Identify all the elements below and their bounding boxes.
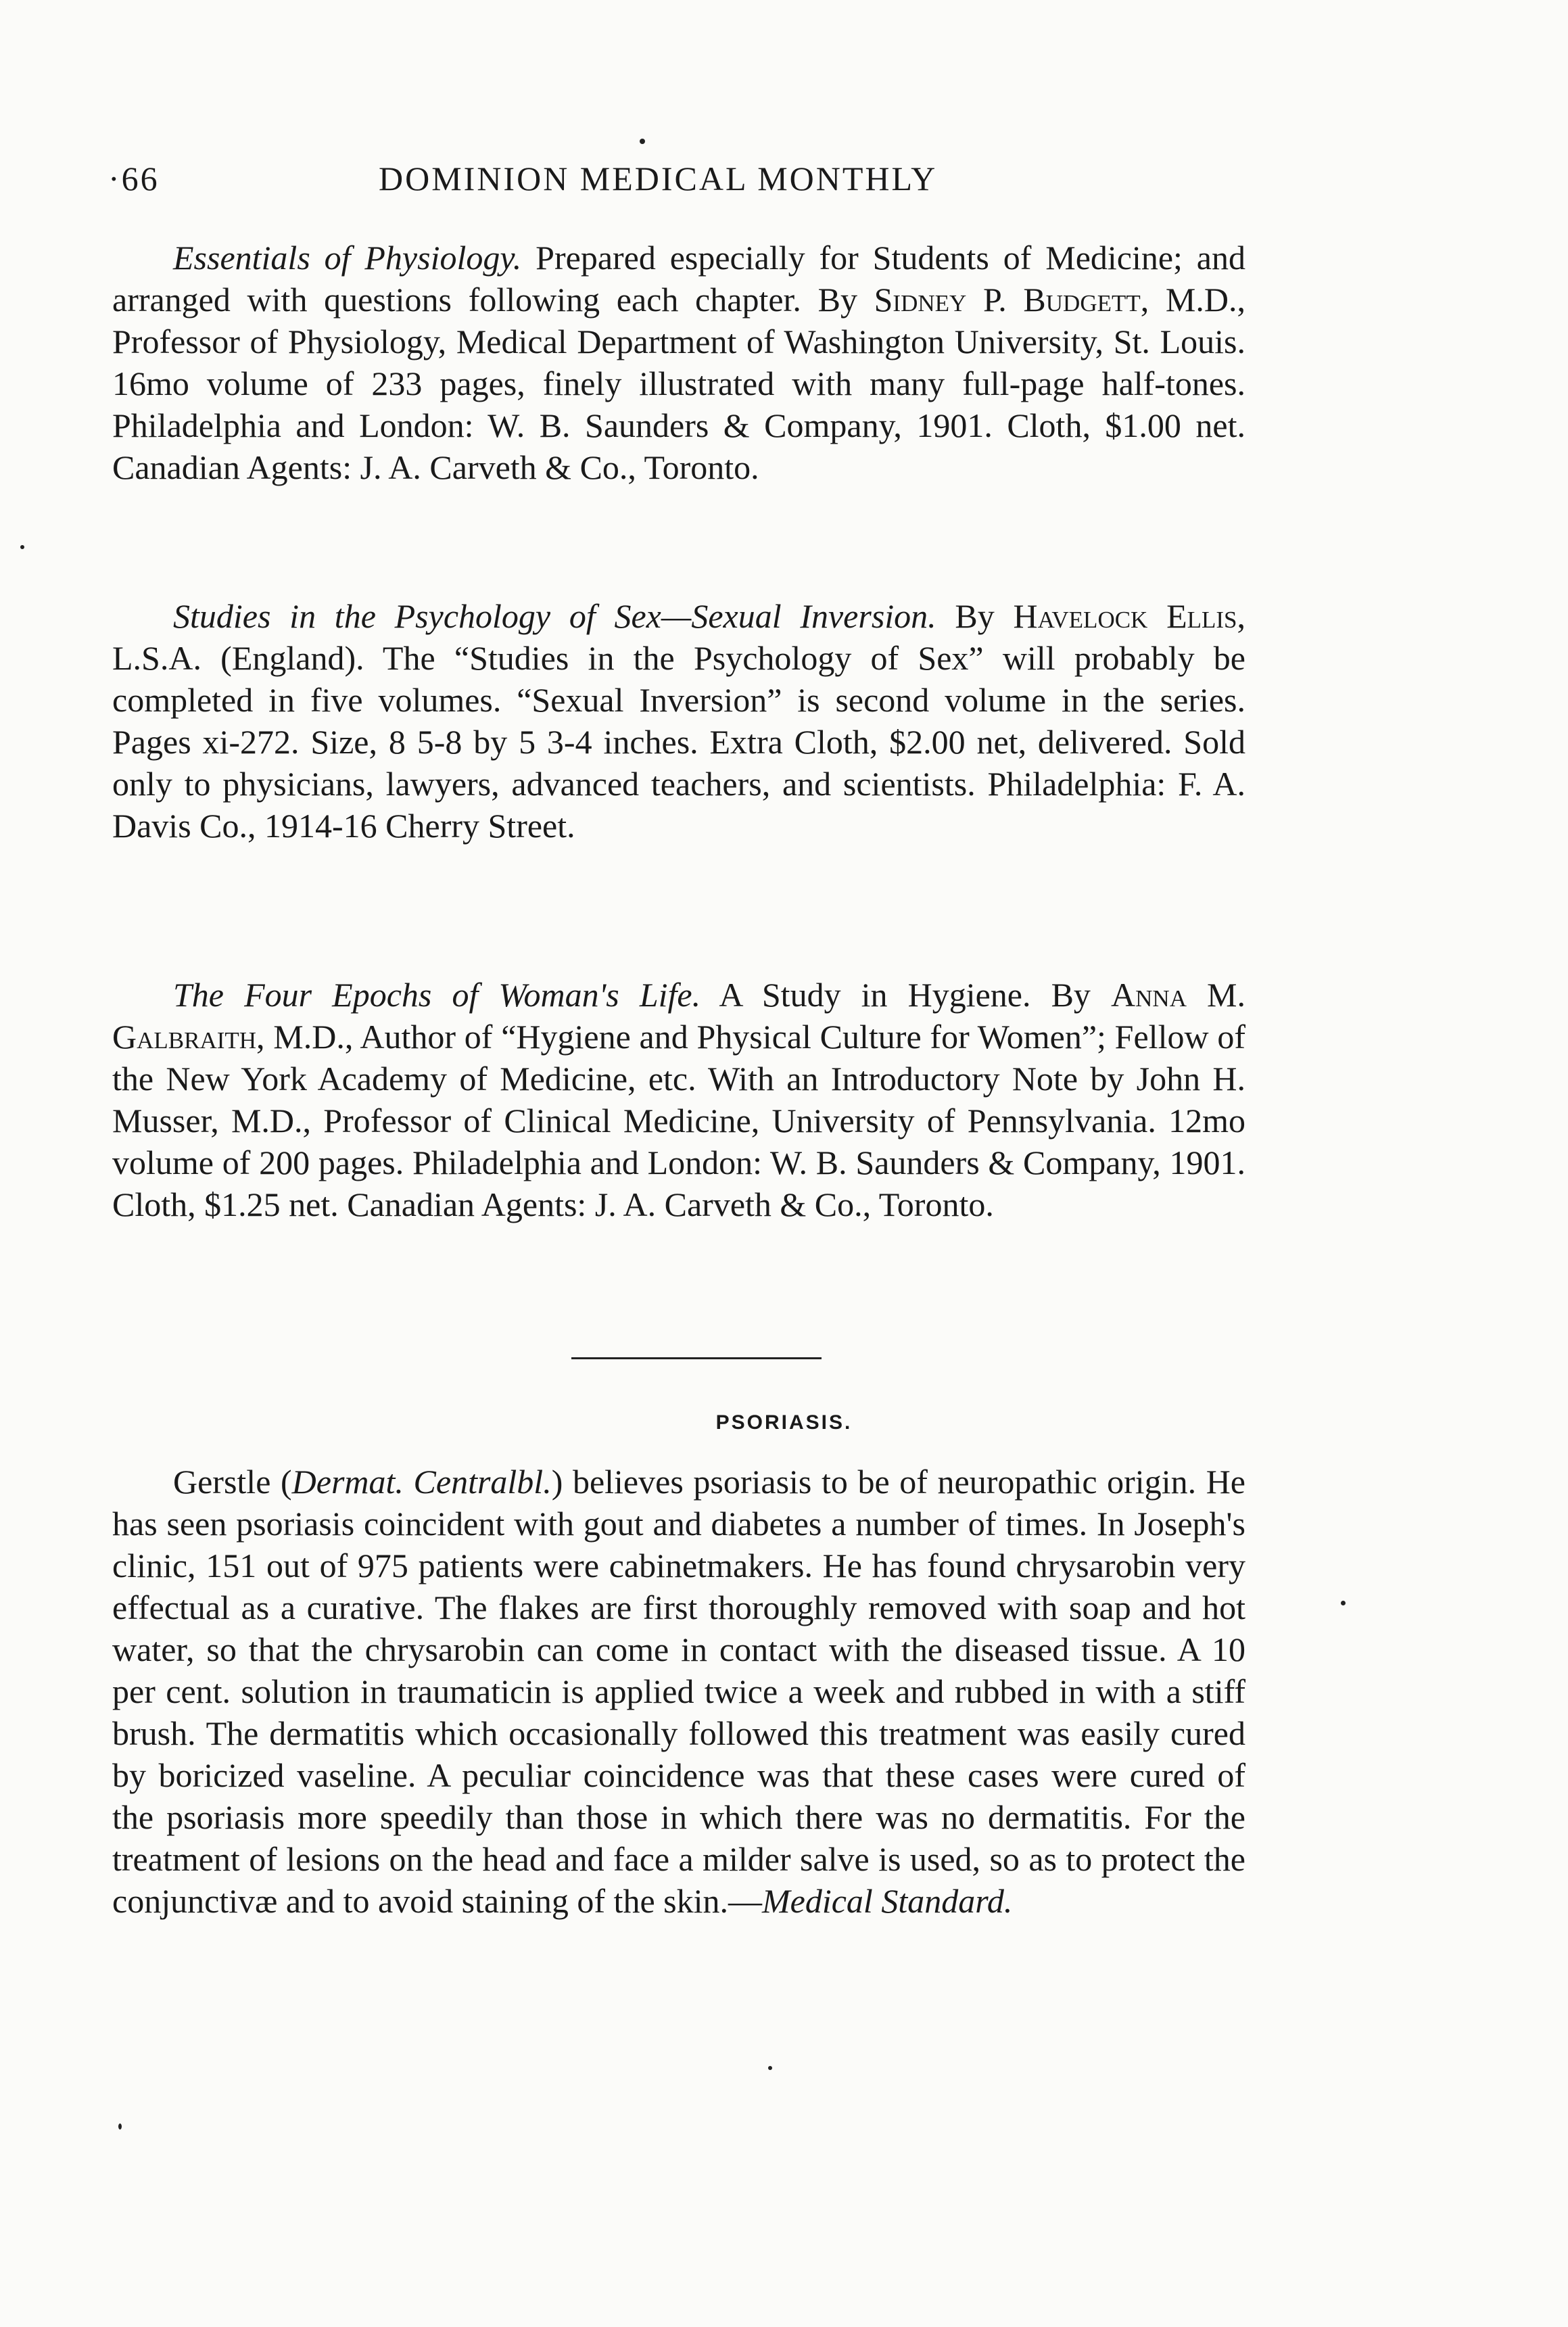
section-heading: PSORIASIS. (715, 1411, 853, 1434)
article-text-start: Gerstle ( (173, 1463, 292, 1501)
review-intro: By (936, 597, 1014, 635)
book-review-entry (112, 974, 1245, 1225)
page-header (108, 159, 1244, 199)
ink-speck (640, 139, 645, 144)
review-intro: Prepared especially for Students of Medicine; and arranged with questions following each chapter. By (112, 239, 1245, 319)
ink-speck (118, 2123, 122, 2130)
review-paragraph (112, 237, 1245, 488)
page-number: ·66 (108, 160, 160, 197)
book-review-entry (112, 237, 1245, 488)
journal-source: Dermat. Centralbl. (291, 1463, 552, 1501)
review-paragraph (112, 974, 1245, 1225)
book-title: Essentials of Physiology. (173, 239, 522, 277)
book-review-entry (112, 595, 1245, 847)
section-divider (571, 1357, 822, 1359)
article-paragraph (112, 1461, 1245, 1922)
review-body: , L.S.A. (England). The “Studies in the Psychology of Sex” will probably be completed in five volumes. “Sexual Inversion” is second volume in the series. Pages xi-272. Size, 8 5-8 by 5 3-4 inches. Extra Cloth, $2.00 net, delivered. Sold only to physicians, lawyers, advanced teachers, and scientists. Philadelphia: F. A. Davis Co., 1914-16 Cherry Street. (112, 597, 1245, 845)
citation-source: Medical Standard. (762, 1882, 1013, 1920)
article-body (112, 1461, 1245, 1922)
running-title: DOMINION MEDICAL MONTHLY (379, 160, 938, 197)
author-name: Sidney P. Budgett (874, 281, 1141, 319)
review-body: , M.D., Author of “Hygiene and Physical Culture for Women”; Fellow of the New York Academy of Medicine, etc. With an Introductory Note by John H. Musser, M.D., Professor of Clinical Medicine, University of Pennsylvania. 12mo volume of 200 pages. Philadelphia and London: W. B. Saunders & Company, 1901. Cloth, $1.25 net. Canadian Agents: J. A. Carveth & Co., Toronto. (112, 1018, 1245, 1223)
ink-speck (1341, 1601, 1346, 1605)
article-text: ) believes psoriasis to be of neuropathic origin. He has seen psoriasis coincident with gout and diabetes a number of times. In Joseph's clinic, 151 out of 975 patients were cabinetmakers. He has found chrysarobin very effectual as a curative. The flakes are first thoroughly removed with soap and hot water, so that the chrysarobin can come in contact with the diseased tissue. A 10 per cent. solution in traumaticin is applied twice a week and rubbed in with a stiff brush. The dermatitis which occasionally followed this treatment was easily cured by boricized vaseline. A peculiar coincidence was that these cases were cured of the psoriasis more speedily than those in which there was no dermatitis. For the treatment of lesions on the head and face a milder salve is used, so as to protect the conjunctivæ and to avoid staining of the skin.— (112, 1463, 1246, 1920)
ink-speck (768, 2066, 772, 2070)
review-body: , M.D., Professor of Physiology, Medical Department of Washington University, St. Louis. 16mo volume of 233 pages, finely illustrated with many full-page half-tones. Philadelphia and London: W. B. Saunders & Company, 1901. Cloth, $1.00 net. Canadian Agents: J. A. Carveth & Co., Toronto. (112, 281, 1245, 486)
author-name: Havelock Ellis (1013, 597, 1237, 635)
book-title: The Four Epochs of Woman's Life. (173, 976, 701, 1014)
review-intro: A Study in Hygiene. By (700, 976, 1112, 1014)
author-name: Anna M. Galbraith (112, 976, 1246, 1056)
review-paragraph (112, 595, 1245, 847)
book-title: Studies in the Psychology of Sex—Sexual Inversion. (173, 597, 936, 635)
ink-speck (20, 545, 24, 549)
